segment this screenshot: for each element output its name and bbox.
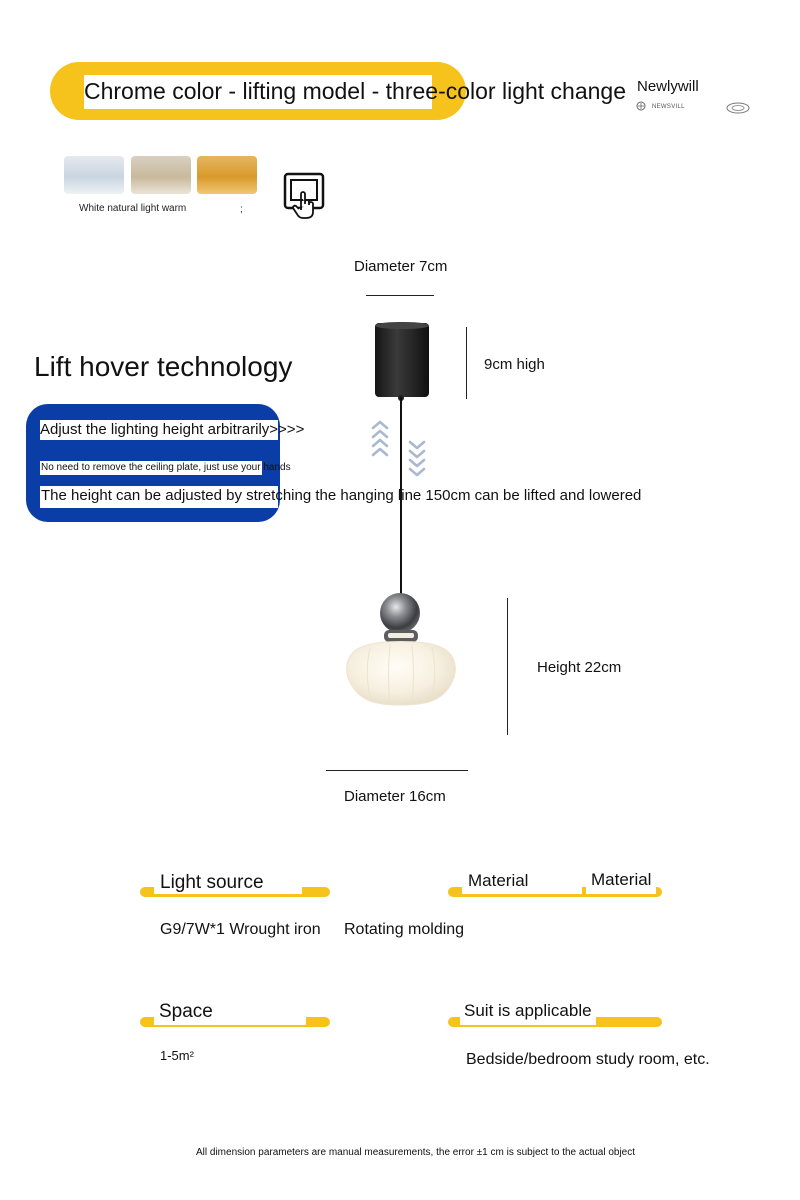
shade-diameter-label: Diameter 16cm (344, 788, 446, 805)
brand-sub: NEWSVILL (652, 104, 685, 110)
color-modes-suffix: ; (240, 204, 243, 215)
canopy-diameter-label: Diameter 7cm (354, 258, 448, 275)
lift-title: Lift hover technology (34, 351, 293, 382)
brand-logo-icon (636, 101, 646, 111)
space-value: 1-5m² (160, 1048, 194, 1063)
material-label-1: Material (468, 871, 529, 890)
suit-value: Bedside/bedroom study room, etc. (466, 1051, 710, 1068)
lift-line-2: No need to remove the ceiling plate, just use your hands (41, 462, 291, 473)
canopy-height-label: 9cm high (484, 356, 545, 373)
canopy-diameter-line (366, 295, 434, 296)
footer-note: All dimension parameters are manual measurements, the error ±1 cm is subject to the actual object (196, 1147, 636, 1158)
page-title: Chrome color - lifting model - three-color light change (84, 78, 627, 104)
ceiling-canopy-top (375, 322, 429, 329)
color-modes-label: White natural light warm (79, 203, 187, 214)
material-label-2: Material (591, 870, 652, 889)
up-down-arrows-icon (370, 418, 430, 480)
suit-label: Suit is applicable (464, 1001, 592, 1020)
natural-light-swatch (131, 156, 191, 194)
warm-light-swatch (197, 156, 257, 194)
space-label: Space (159, 1001, 213, 1022)
lift-line-3: The height can be adjusted by stretching the hanging line 150cm can be lifted and lowered (41, 487, 642, 504)
light-source-label: Light source (160, 872, 264, 893)
cool-white-swatch (64, 156, 124, 194)
light-source-value: G9/7W*1 Wrought iron (160, 921, 321, 938)
touch-switch-icon (283, 172, 327, 220)
canopy-height-line (466, 327, 467, 399)
material-value: Rotating molding (344, 921, 465, 938)
shade-height-label: Height 22cm (537, 659, 622, 676)
pendant-lamp (340, 590, 470, 750)
ceiling-lamp-icon (726, 100, 750, 116)
ceiling-canopy (375, 323, 429, 397)
brand-name: Newlywill (637, 78, 699, 95)
shade-height-line (507, 598, 508, 735)
lift-line-1: Adjust the lighting height arbitrarily>>>> (40, 421, 305, 438)
shade-diameter-line (326, 770, 468, 771)
